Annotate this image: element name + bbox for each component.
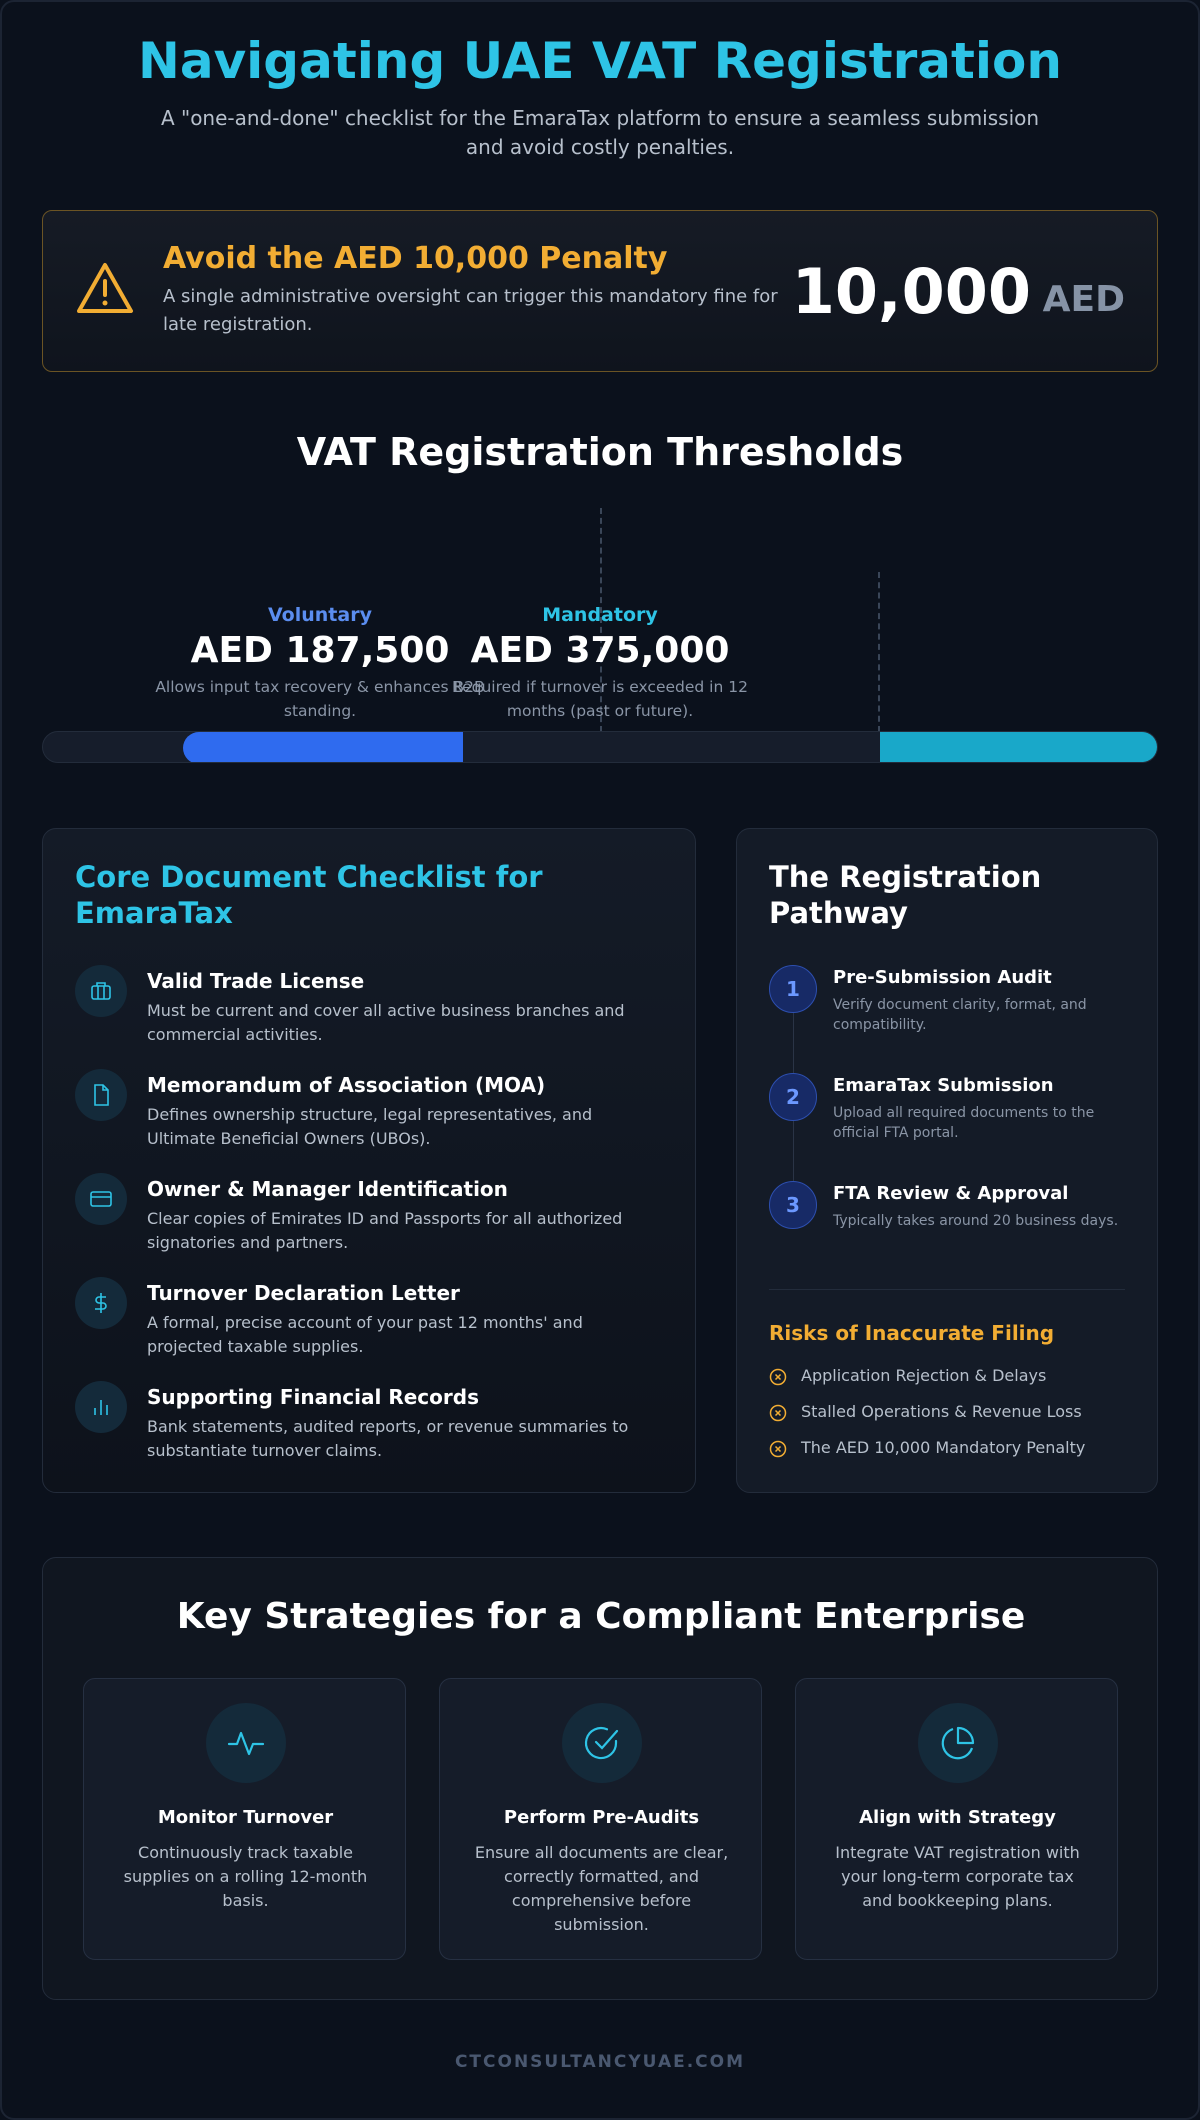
checklist-item-name: Memorandum of Association (MOA) — [147, 1073, 546, 1097]
checklist-item-description: A formal, precise account of your past 12 months' and projected taxable supplies. — [147, 1313, 583, 1356]
mandatory-segment — [880, 732, 1158, 763]
checklist-item-name: Owner & Manager Identification — [147, 1177, 508, 1201]
strategy-card — [83, 1678, 406, 1960]
strategy-description: Continuously track taxable supplies on a rolling 12-month basis. — [123, 1843, 368, 1910]
mandatory-description: Required if turnover is exceeded in 12 months (past or future). — [452, 678, 748, 720]
step-number: 3 — [769, 1181, 817, 1229]
checklist-item-name: Supporting Financial Records — [147, 1385, 479, 1409]
checklist-item — [75, 1069, 655, 1159]
bar-chart-icon — [75, 1381, 127, 1433]
step-name: Pre-Submission Audit — [833, 967, 1052, 988]
strategy-description: Integrate VAT registration with your long-term corporate tax and bookkeeping plans. — [835, 1843, 1080, 1910]
penalty-title: Avoid the AED 10,000 Penalty — [163, 241, 668, 276]
end-divider — [878, 572, 880, 732]
checklist-item — [75, 1173, 655, 1263]
checklist-item-description: Bank statements, audited reports, or revenue summaries to substantiate turnover claims. — [147, 1417, 629, 1460]
risk-item — [769, 1365, 1129, 1391]
activity-icon — [206, 1703, 286, 1783]
step-number: 2 — [769, 1073, 817, 1121]
strategy-name: Monitor Turnover — [157, 1807, 334, 1828]
checklist-item-description: Defines ownership structure, legal representatives, and Ultimate Beneficial Owners (UBOs). — [147, 1105, 593, 1148]
pathway-step — [769, 1073, 1129, 1153]
registration-pathway-card — [736, 828, 1158, 1493]
section-divider — [769, 1289, 1125, 1290]
step-description: Typically takes around 20 business days. — [833, 1213, 1119, 1229]
warning-triangle-icon — [75, 261, 135, 317]
threshold-bar — [42, 731, 1158, 763]
strategy-name: Perform Pre-Audits — [503, 1807, 700, 1828]
strategy-description: Ensure all documents are clear, correctly formatted, and comprehensive before submission. — [474, 1843, 729, 1934]
dollar-icon — [75, 1277, 127, 1329]
checklist-item-description: Clear copies of Emirates ID and Passports for all authorized signatories and partners. — [147, 1209, 623, 1252]
penalty-description: A single administrative oversight can trigger this mandatory fine for late registration. — [163, 286, 778, 335]
penalty-banner — [42, 210, 1158, 372]
mandatory-label: Mandatory — [542, 604, 658, 626]
pathway-step — [769, 1181, 1129, 1261]
checklist-item-name: Valid Trade License — [147, 969, 365, 993]
id-card-icon — [75, 1173, 127, 1225]
thresholds-title: VAT Registration Thresholds — [296, 430, 904, 474]
step-number: 1 — [769, 965, 817, 1013]
x-circle-icon — [769, 1404, 787, 1426]
document-checklist-card — [42, 828, 696, 1493]
checklist-item — [75, 1381, 655, 1471]
strategies-title: Key Strategies for a Compliant Enterprise — [176, 1596, 1026, 1637]
checklist-title: Core Document Checklist for EmaraTax — [75, 860, 543, 930]
strategy-card — [795, 1678, 1118, 1960]
pathway-title: The Registration Pathway — [769, 860, 1042, 930]
checklist-item-name: Turnover Declaration Letter — [147, 1281, 460, 1305]
check-circle-icon — [562, 1703, 642, 1783]
penalty-unit: AED — [1042, 279, 1125, 320]
page-subtitle: A "one-and-done" checklist for the EmaraTax platform to ensure a seamless submission and avoid costly penalties. — [160, 106, 1040, 159]
penalty-amount: 10,000 — [791, 255, 1031, 328]
briefcase-icon — [75, 965, 127, 1017]
mandatory-value: AED 375,000 — [470, 630, 730, 671]
step-description: Verify document clarity, format, and compatibility. — [833, 997, 1087, 1033]
mandatory-marker — [435, 604, 765, 723]
pathway-step — [769, 965, 1129, 1045]
checklist-item — [75, 1277, 655, 1367]
risk-text: Application Rejection & Delays — [801, 1366, 1047, 1385]
strategy-name: Align with Strategy — [859, 1807, 1056, 1828]
risk-item — [769, 1401, 1129, 1427]
pie-chart-icon — [918, 1703, 998, 1783]
voluntary-description: Allows input tax recovery & enhances B2B standing. — [155, 678, 485, 720]
strategies-card — [42, 1557, 1158, 2000]
risk-text: The AED 10,000 Mandatory Penalty — [801, 1438, 1086, 1457]
checklist-item-description: Must be current and cover all active business branches and commercial activities. — [147, 1001, 625, 1044]
file-icon — [75, 1069, 127, 1121]
risk-text: Stalled Operations & Revenue Loss — [801, 1402, 1082, 1421]
step-name: FTA Review & Approval — [833, 1183, 1069, 1204]
x-circle-icon — [769, 1368, 787, 1390]
x-circle-icon — [769, 1440, 787, 1462]
page-title: Navigating UAE VAT Registration — [137, 32, 1063, 90]
checklist-item — [75, 965, 655, 1055]
step-description: Upload all required documents to the official FTA portal. — [833, 1105, 1095, 1141]
voluntary-segment — [183, 732, 463, 763]
voluntary-label: Voluntary — [268, 604, 372, 626]
step-name: EmaraTax Submission — [833, 1075, 1054, 1096]
voluntary-value: AED 187,500 — [190, 630, 450, 671]
risks-title: Risks of Inaccurate Filing — [769, 1321, 1055, 1345]
risk-item — [769, 1437, 1129, 1463]
strategy-card — [439, 1678, 762, 1960]
footer-brand[interactable]: CTCONSULTANCYUAE.COM — [454, 2052, 746, 2072]
